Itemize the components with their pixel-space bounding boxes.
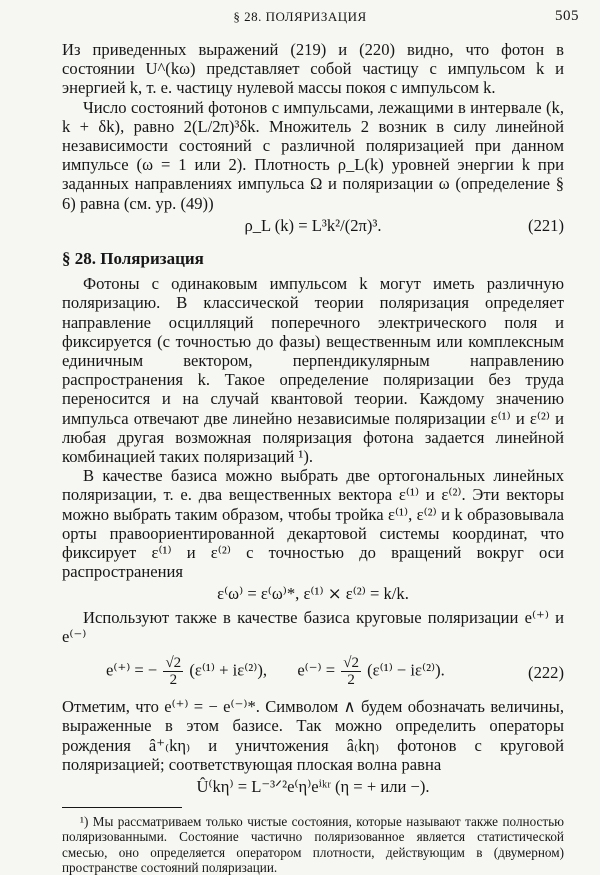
polarization-paragraph-4: Отметим, что e⁽⁺⁾ = − e⁽⁻⁾*. Символом ∧ будем обозначать величины, выраженные в этом базисе. Так можно определить операторы рождения â⁺₍kη₎ и уничтожения â₍kη₎ фотонов с круговой поляризацией; соответствующая плоская волна равна [62, 697, 564, 774]
equation-222-number: (222) [528, 663, 564, 683]
page-number: 505 [555, 8, 579, 24]
eq222-fraction-minus-numerator: √2 [343, 655, 359, 672]
polarization-paragraph-3: Используют также в качестве базиса круговые поляризации e⁽⁺⁾ и e⁽⁻⁾ [62, 607, 564, 646]
equation-basis [62, 584, 564, 603]
header-section-title: § 28. ПОЛЯРИЗАЦИЯ [233, 9, 367, 24]
footnote-divider [62, 807, 182, 808]
section-heading: § 28. Поляризация [62, 249, 204, 269]
polarization-paragraph-1: Фотоны с одинаковым импульсом k могут иметь различную поляризацию. В классической теории поляризация определяет направление осцилляций поперечного электрического поля и фиксируется (с точностью до фазы) вещественным или комплексным единичным вектором, перпендикулярным направлению распространения k. Такое определение поляризации без труда переносится и на случай квантовой теории. Каждому значению импульса отвечают две линейно независимые поляризации ε⁽¹⁾ и ε⁽²⁾ и любая другая возможная поляризация фотона задается линейной комбинацией таких поляризаций ¹). [62, 274, 564, 467]
footnote: ¹) Мы рассматриваем только чистые состояния, которые называют также полностью поляризованными. Состояние частично поляризованное является статистической смесью, оно определяется оператором плотности, действующим в (двумерном) пространстве состояний поляризации. [62, 814, 564, 875]
running-header [0, 9, 600, 29]
state-density-paragraph: Число состояний фотонов с импульсами, лежащими в интервале (k, k + δk), равно 2(L/2π)³δk. Множитель 2 возник в силу линейной независимости состояний с различной поляризацией при данном импульсе (ω = 1 или 2). Плотность ρ_L(k) уровней энергии k при заданных направлениях импульса Ω и поляризации ω (определение § 6) равна (см. ур. (49)) [62, 97, 564, 213]
equation-basis-formula: ε⁽ω⁾ = ε⁽ω⁾*, ε⁽¹⁾ ⨯ ε⁽²⁾ = k/k. [217, 584, 409, 604]
equation-221 [62, 216, 564, 235]
intro-paragraph: Из приведенных выражений (219) и (220) видно, что фотон в состоянии U^(kω) представляет собой частицу с импульсом k и энергией k, т. е. частицу нулевой массы покоя с импульсом k. [62, 40, 564, 98]
eq222-fraction-plus-numerator: √2 [165, 655, 182, 672]
eq222-rhs-minus: (ε⁽¹⁾ − iε⁽²⁾). [367, 660, 445, 680]
polarization-paragraph-2: В качестве базиса можно выбрать две ортогональных линейных поляризации, т. е. два вещественных вектора ε⁽¹⁾ и ε⁽²⁾. Эти векторы можно выбрать таким образом, чтобы тройка ε⁽¹⁾, ε⁽²⁾ и k образовывала орты правоориентированной декартовой системы координат, что фиксирует ε⁽¹⁾ и ε⁽²⁾ с точностью до вращений вокруг оси распространения [62, 466, 564, 582]
eq222-rhs-plus: (ε⁽¹⁾ + iε⁽²⁾), [189, 660, 267, 680]
eq222-lhs-minus: e⁽⁻⁾ = [297, 660, 336, 680]
equation-221-number: (221) [528, 215, 564, 235]
eq222-lhs-plus: e⁽⁺⁾ = − [106, 660, 158, 680]
equation-plane-wave [62, 777, 564, 796]
equation-plane-wave-formula: Û⁽kη⁾ = L⁻³ᐟ²e⁽η⁾eⁱᵏʳ (η = + или −). [196, 776, 430, 796]
eq222-fraction-plus-denominator: 2 [169, 672, 178, 689]
page-body [62, 40, 564, 875]
equation-221-formula: ρ_L (k) = L³k²/(2π)³. [244, 215, 382, 235]
equation-222 [62, 655, 564, 688]
eq222-fraction-minus [341, 655, 361, 688]
eq222-fraction-plus [163, 655, 183, 688]
eq222-fraction-minus-denominator: 2 [347, 672, 355, 689]
